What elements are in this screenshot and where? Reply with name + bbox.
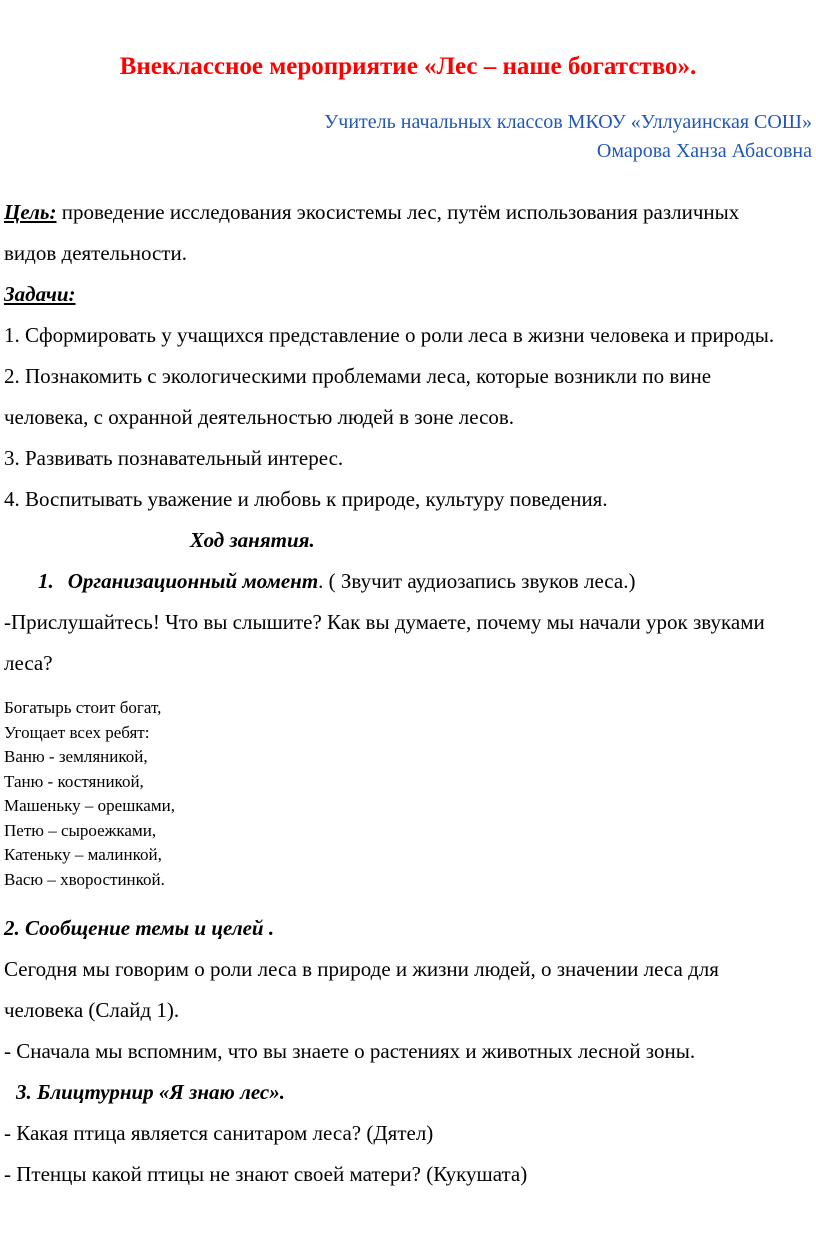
listen-question: -Прислушайтесь! Что вы слышите? Как вы думаете, почему мы начали урок звуками леса? — [4, 610, 765, 675]
tasks-label — [4, 274, 812, 315]
org-moment-rest: . ( Звучит аудиозапись звуков леса.) — [318, 569, 636, 593]
section3-heading: 3. Блицтурнир «Я знаю лес». — [16, 1080, 285, 1104]
author-block — [4, 108, 812, 166]
poem-line-6: Петю – сыроежками, — [4, 820, 157, 840]
org-moment-lead: Организационный момент — [67, 569, 319, 593]
poem-line-7: Катеньку – малинкой, — [4, 845, 162, 864]
poem-line-1: Богатырь стоит богат, — [4, 698, 162, 717]
task-item-4: 4. Воспитывать уважение и любовь к природе, культуру поведения. — [4, 487, 608, 511]
document-title: Внеклассное мероприятие «Лес – наше богатство». — [119, 53, 697, 80]
author-line-2: Омарова Ханза Абасовна — [596, 140, 812, 162]
goal-paragraph — [4, 192, 812, 274]
section3-question-1: - Какая птица является санитаром леса? (Дятел) — [4, 1121, 434, 1145]
tasks-label-text: Задачи: — [4, 282, 76, 306]
task-item-3: 3. Развивать познавательный интерес. — [4, 446, 344, 470]
section2-paragraph-1: Сегодня мы говорим о роли леса в природе и жизни людей, о значении леса для человека (Слайд 1). — [4, 957, 719, 1022]
section3-question-2: - Птенцы какой птицы не знают своей матери? (Кукушата) — [4, 1162, 528, 1186]
org-moment-number: 1. — [38, 569, 54, 593]
author-line-1: Учитель начальных классов МКОУ «Уллуаинская СОШ» — [324, 111, 812, 133]
task-item-2: 2. Познакомить с экологическими проблемами леса, которые возникли по вине человека, с охранной деятельностью людей в зоне лесов. — [4, 364, 712, 429]
poem-line-5: Машеньку – орешками, — [4, 796, 175, 815]
poem-line-3: Ваню - земляникой, — [4, 747, 148, 766]
poem-line-2: Угощает всех ребят: — [4, 722, 150, 742]
section2-heading: 2. Сообщение темы и целей . — [4, 916, 275, 940]
poem-block — [4, 696, 812, 892]
goal-text: проведение исследования экосистемы лес, путём использования различных видов деятельности. — [4, 200, 740, 265]
task-item-1: 1. Сформировать у учащихся представление о роли леса в жизни человека и природы. — [4, 323, 775, 347]
course-heading: Ход занятия. — [190, 528, 315, 552]
poem-line-8: Васю – хворостинкой. — [4, 869, 165, 889]
poem-line-4: Таню - костяникой, — [4, 771, 144, 791]
org-moment-item — [4, 561, 812, 602]
section2-paragraph-2: - Сначала мы вспомним, что вы знаете о растениях и животных лесной зоны. — [4, 1039, 696, 1063]
goal-label: Цель: — [4, 200, 57, 224]
